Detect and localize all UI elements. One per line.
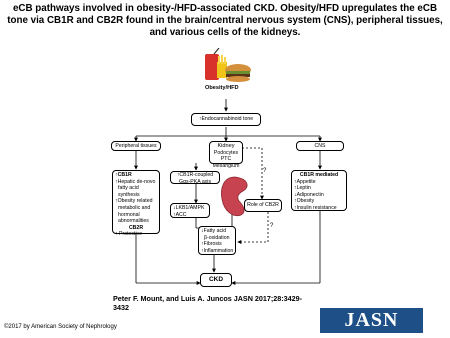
cns-cb1r-line: ↑Appetite	[294, 178, 316, 185]
kidney-illustration	[219, 175, 253, 219]
peripheral-cb1r-title: ↑CB1R	[115, 172, 132, 178]
peripheral-cb1r-line: fatty acid synthesis	[118, 185, 140, 198]
role-of-cb2r-text: Role of CB2R	[247, 202, 279, 208]
acc-text: ↑ACC	[173, 211, 187, 218]
citation: Peter F. Mount, and Luis A. Juncos JASN 2017;28:3429-3432	[113, 294, 303, 312]
peripheral-cb2r-title: CB2R	[128, 224, 144, 231]
kidney-item-ptc: PTC	[220, 156, 232, 163]
endocannabinoid-tone-box	[191, 113, 261, 126]
cb1r-axis-text: ↑CB1R-coupled Gαs-PKA axis	[176, 172, 214, 185]
cns-cb1r-line: ↓Adiponectin	[294, 191, 324, 198]
ckd-text: CKD	[208, 276, 224, 283]
junk-food-illustration	[197, 48, 253, 84]
question-mark: ?	[263, 168, 267, 174]
kidney-item-podocytes: Podocytes	[213, 149, 239, 156]
obesity-hfd-label: Obesity/HFD	[205, 85, 239, 91]
cns-cb1r-box	[291, 170, 347, 211]
kidney-title: Kidney	[217, 143, 235, 149]
jasn-logo: JASN	[320, 308, 423, 333]
cns-cb1r-title: CB1R mediated	[299, 172, 339, 178]
endocannabinoid-tone-text: ↑Endocannabinoid tone	[198, 116, 254, 122]
peripheral-cb1r-line: abnormalities	[118, 218, 149, 225]
peripheral-cb1r-line: hormonal	[118, 211, 140, 218]
peripheral-cb1r-line: ↑Hepatic de-novo	[115, 178, 156, 185]
outcome-line: β-oxidation	[204, 234, 230, 241]
peripheral-tissues-box	[111, 141, 161, 151]
kidney-item-mesangium: Mesangium	[212, 162, 240, 169]
cb1r-axis-box	[170, 171, 220, 184]
peripheral-cb1r-line: ↑Obesity related	[115, 198, 153, 205]
role-of-cb2r-box	[244, 199, 282, 212]
lkb1-ampk-box	[170, 203, 210, 218]
question-mark: ?	[270, 223, 274, 229]
peripheral-cb2r-line: ↑ Protective	[115, 231, 143, 238]
lkb1-ampk-text: ↓LKB1/AMPK	[173, 205, 205, 211]
kidney-box	[209, 141, 243, 169]
peripheral-cb1r-line: metabolic and	[118, 204, 151, 211]
cns-cb1r-line: ↑Obesity	[294, 198, 315, 205]
outcome-line: ↑Inflammation	[201, 247, 234, 254]
peripheral-tissues-text: Peripheral tissues	[115, 143, 157, 149]
outcomes-box	[198, 226, 236, 255]
ckd-box	[200, 273, 232, 287]
cns-cb1r-line: ↑Insulin resistance	[294, 204, 337, 211]
figure-title: eCB pathways involved in obesity-/HFD-associated CKD. Obesity/HFD upregulates the eCB tone via CB1R and CB2R found in the brain/central nervous system (CNS), peripheral tissues, and various cells of the kidneys.	[7, 3, 443, 38]
peripheral-cb1r-box	[112, 170, 160, 238]
cns-cb1r-line: ↑Leptin	[294, 185, 311, 192]
outcome-line: ↑Fibrosis	[201, 241, 222, 248]
cns-text: CNS	[314, 143, 326, 149]
cns-box	[296, 141, 344, 151]
copyright: ©2017 by American Society of Nephrology	[4, 324, 117, 330]
outcome-line: ↓Fatty acid	[201, 228, 227, 234]
